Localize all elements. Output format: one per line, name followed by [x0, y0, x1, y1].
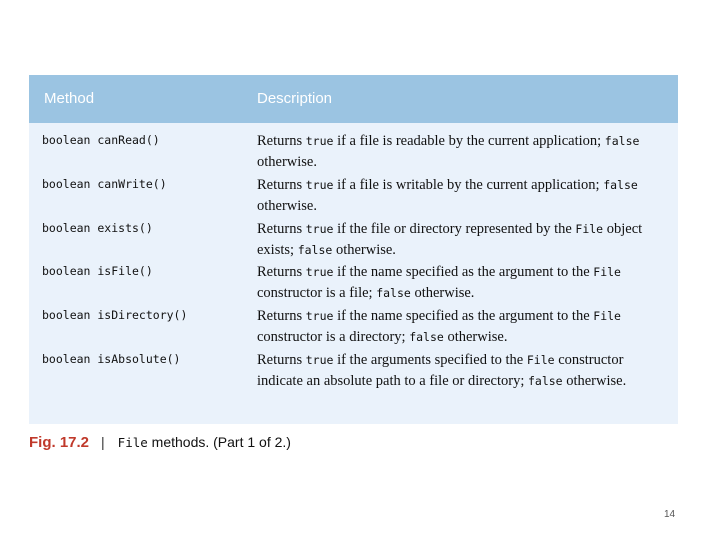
- code-literal: true: [305, 222, 334, 236]
- code-literal: false: [603, 178, 638, 192]
- description-text: constructor is a directory;: [257, 329, 410, 345]
- method-description: [257, 306, 667, 348]
- caption-text: methods. (Part 1 of 2.): [147, 434, 291, 450]
- description-text: otherwise.: [410, 285, 475, 301]
- code-literal: File: [526, 353, 555, 367]
- file-methods-table: [29, 75, 678, 424]
- method-signature: boolean exists(): [42, 221, 153, 235]
- figure-caption: [29, 434, 291, 451]
- caption-class-name: File: [117, 435, 148, 450]
- page-number: 14: [664, 509, 676, 520]
- description-text: constructor indicate an absolute path to a file or directory;: [257, 352, 624, 389]
- description-text: Returns: [257, 133, 306, 149]
- figure-label: Fig. 17.2: [29, 434, 90, 451]
- description-text: otherwise.: [562, 373, 627, 389]
- method-signature: boolean canRead(): [42, 133, 160, 147]
- description-text: if a file is readable by the current application;: [333, 133, 605, 149]
- description-text: Returns: [257, 308, 306, 324]
- method-description: [257, 262, 667, 304]
- description-text: if the name specified as the argument to the: [333, 308, 594, 324]
- description-text: Returns: [257, 177, 306, 193]
- description-text: otherwise.: [443, 329, 508, 345]
- method-description: [257, 350, 667, 392]
- code-literal: false: [409, 330, 444, 344]
- description-text: if the name specified as the argument to the: [333, 264, 594, 280]
- code-literal: true: [305, 353, 334, 367]
- code-literal: true: [305, 178, 334, 192]
- code-literal: false: [604, 134, 640, 148]
- method-description: [257, 219, 667, 261]
- caption-separator: |: [101, 434, 105, 450]
- header-method: Method: [44, 90, 95, 107]
- code-literal: true: [305, 309, 334, 323]
- method-description: [257, 131, 667, 173]
- description-text: constructor is a file;: [257, 285, 377, 301]
- description-text: if the file or directory represented by the: [333, 221, 576, 237]
- description-text: Returns: [257, 352, 306, 368]
- code-literal: File: [593, 265, 621, 279]
- method-signature: boolean isAbsolute(): [42, 352, 181, 366]
- description-text: Returns: [257, 221, 306, 237]
- method-signature: boolean isFile(): [42, 264, 153, 278]
- description-text: otherwise.: [257, 198, 317, 214]
- description-text: otherwise.: [332, 242, 396, 258]
- code-literal: File: [575, 222, 604, 236]
- code-literal: true: [305, 134, 334, 148]
- code-literal: false: [376, 286, 411, 300]
- method-signature: boolean canWrite(): [42, 177, 167, 191]
- description-text: Returns: [257, 264, 306, 280]
- code-literal: File: [593, 309, 621, 323]
- code-literal: true: [305, 265, 334, 279]
- table-header: [29, 75, 678, 123]
- description-text: if a file is writable by the current application;: [333, 177, 604, 193]
- code-literal: false: [297, 243, 333, 257]
- code-literal: false: [527, 374, 563, 388]
- description-text: if the arguments specified to the: [333, 352, 527, 368]
- header-description: Description: [257, 90, 333, 107]
- description-text: object exists;: [257, 221, 643, 258]
- method-description: [257, 175, 667, 217]
- method-signature: boolean isDirectory(): [42, 308, 188, 322]
- description-text: otherwise.: [257, 154, 317, 170]
